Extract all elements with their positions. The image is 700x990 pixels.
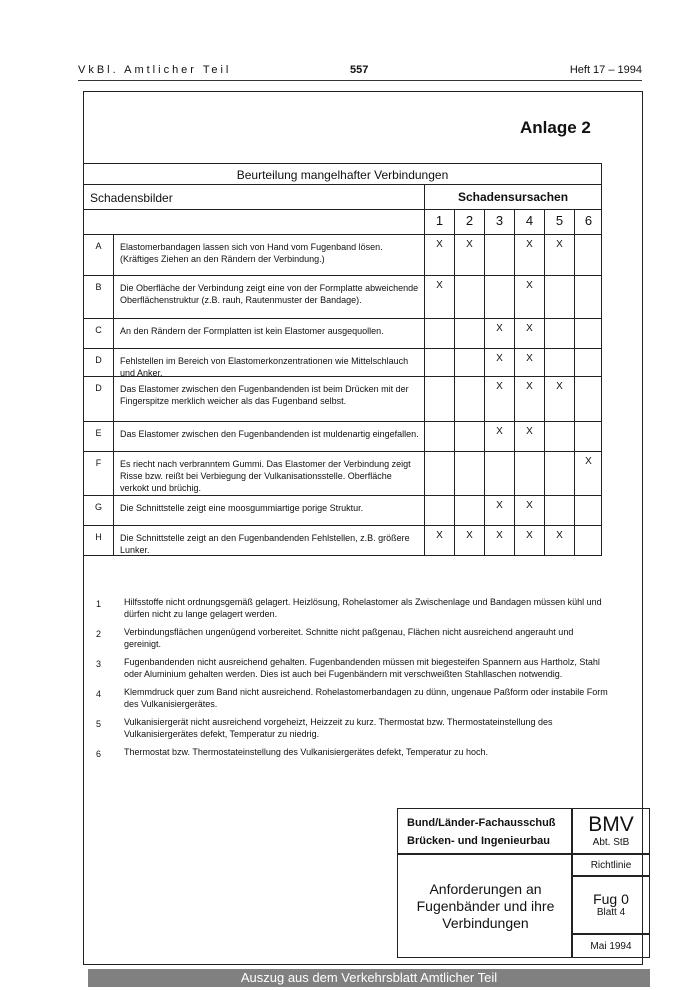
- issue-label: Heft 17 – 1994: [569, 64, 642, 76]
- cause-mark: X: [514, 377, 544, 421]
- cause-mark: X: [484, 377, 514, 421]
- column-damage-causes: Schadensursachen: [458, 190, 569, 204]
- cause-mark: X: [454, 235, 484, 275]
- cause-note: [96, 656, 608, 680]
- cause-mark: X: [514, 349, 544, 376]
- date-label: Mai 1994: [590, 941, 632, 952]
- cause-mark: [454, 319, 484, 348]
- journal-name: VkBl. Amtlicher Teil: [78, 64, 232, 76]
- row-description: Das Elastomer zwischen den Fugenbandenden ist muldenartig eingefallen.: [120, 429, 419, 439]
- row-code: F: [84, 452, 114, 495]
- org-line-1: Bund/Länder-Fachausschuß: [407, 817, 556, 829]
- cause-note: [96, 716, 608, 740]
- cause-mark: [484, 276, 514, 318]
- table-row: [83, 496, 602, 526]
- cause-mark: [484, 452, 514, 495]
- bmv-box: [572, 808, 650, 854]
- row-code: H: [84, 526, 114, 555]
- cause-number-3: 3: [484, 210, 514, 234]
- table-row: [83, 319, 602, 349]
- org-line-2: Brücken- und Ingenieurbau: [407, 835, 551, 847]
- cause-mark: X: [544, 526, 574, 555]
- row-code: E: [84, 422, 114, 451]
- row-description: An den Rändern der Formplatten ist kein Elastomer ausgequollen.: [120, 326, 384, 336]
- org-box: [397, 808, 572, 854]
- doc-title-box: [397, 854, 572, 958]
- note-number: 2: [96, 629, 102, 639]
- note-text: Verbindungsflächen ungenügend vorbereitet. Schnitte nicht paßgenau, Flächen nicht ausreichend angerauht und gereinigt.: [124, 627, 574, 649]
- note-number: 6: [96, 749, 102, 759]
- cause-number-2: 2: [454, 210, 484, 234]
- date-box: [572, 934, 650, 958]
- row-description: Fehlstellen im Bereich von Elastomerkonzentrationen wie Mittelschlauch und Anker.: [120, 356, 409, 378]
- cause-note: [96, 596, 608, 620]
- cause-mark: X: [514, 496, 544, 525]
- note-number: 4: [96, 689, 102, 699]
- cause-note: [96, 746, 608, 758]
- cause-mark: [424, 377, 454, 421]
- cause-number-4: 4: [514, 210, 544, 234]
- cause-mark: [454, 422, 484, 451]
- row-code: C: [84, 319, 114, 348]
- row-description: Die Oberfläche der Verbindung zeigt eine von der Formplatte abweichende Oberflächenstruktur (z.B. rauh, Rautenmuster der Bandage).: [120, 283, 419, 305]
- page-header: [78, 64, 642, 81]
- fug-label: Fug 0: [593, 891, 629, 907]
- table-row: [83, 422, 602, 452]
- row-code: D: [84, 377, 114, 421]
- row-description: Elastomerbandagen lassen sich von Hand vom Fugenband lösen. (Kräftiges Ziehen an den Rändern der Verbindung.): [120, 242, 383, 264]
- cause-mark: X: [484, 319, 514, 348]
- table-row: [83, 276, 602, 319]
- cause-mark: [574, 276, 602, 318]
- cause-note: [96, 686, 608, 710]
- cause-mark: [574, 349, 602, 376]
- cause-mark: X: [484, 496, 514, 525]
- cause-mark: [454, 377, 484, 421]
- note-text: Hilfsstoffe nicht ordnungsgemäß gelagert. Heizlösung, Rohelastomer als Zwischenlage und Bandagen müssen kühl und dürfen nicht zu lange gelagert werden.: [124, 597, 602, 619]
- row-description: Das Elastomer zwischen den Fugenbandenden ist beim Drücken mit der Fingerspitze merklich weicher als das Fugenband selbst.: [120, 384, 409, 406]
- cause-mark: [454, 496, 484, 525]
- number-header-row: [83, 210, 602, 235]
- table-row: [83, 526, 602, 556]
- cause-mark: X: [574, 452, 602, 495]
- assessment-table: [83, 210, 602, 556]
- table-row: [83, 452, 602, 496]
- cause-mark: [454, 349, 484, 376]
- column-damage-patterns: Schadensbilder: [90, 191, 173, 205]
- fug-box: [572, 876, 650, 934]
- cause-mark: X: [514, 319, 544, 348]
- note-text: Klemmdruck quer zum Band nicht ausreichend. Rohelastomerbandagen zu dünn, ungenaue Paßform oder instabile Form des Vulkanisiergerätes.: [124, 687, 608, 709]
- cause-mark: [544, 452, 574, 495]
- cause-mark: [544, 349, 574, 376]
- bmv-label: BMV: [588, 813, 634, 836]
- cause-mark: [544, 496, 574, 525]
- cause-mark: [544, 276, 574, 318]
- cause-mark: [574, 377, 602, 421]
- cause-notes: [96, 596, 608, 764]
- cause-mark: [484, 235, 514, 275]
- table-row: [83, 377, 602, 422]
- cause-mark: X: [484, 349, 514, 376]
- cause-number-6: 6: [574, 210, 602, 234]
- doc-title: Anforderungen an Fugenbänder und ihre Verbindungen: [416, 881, 555, 931]
- abt-label: Abt. StB: [592, 837, 630, 848]
- cause-mark: X: [514, 422, 544, 451]
- row-description: Die Schnittstelle zeigt an den Fugenbandenden Fehlstellen, z.B. größere Lunker.: [120, 533, 410, 555]
- cause-mark: X: [454, 526, 484, 555]
- cause-mark: [574, 526, 602, 555]
- cause-mark: [574, 422, 602, 451]
- table-title: Beurteilung mangelhafter Verbindungen: [83, 163, 602, 185]
- cause-mark: [574, 235, 602, 275]
- cause-mark: X: [484, 422, 514, 451]
- cause-mark: [424, 452, 454, 495]
- table-row: [83, 349, 602, 377]
- note-number: 5: [96, 719, 102, 729]
- note-number: 1: [96, 599, 102, 609]
- note-text: Fugenbandenden nicht ausreichend gehalten. Fugenbandenden müssen mit biegesteifen Spannern aus Hartholz, Stahl oder Aluminium gehalten werden. Dies ist auch bei Fugenbändern mit verschweißten Stahllaschen notwendig.: [124, 657, 600, 679]
- cause-mark: X: [424, 235, 454, 275]
- annex-title: Anlage 2: [520, 118, 591, 137]
- richtlinie-label: Richtlinie: [590, 860, 632, 871]
- row-description: Es riecht nach verbranntem Gummi. Das Elastomer der Verbindung zeigt Risse bzw. reißt bei Verbiegung der Vulkanisationsstelle. Oberfläche verkokt und brüchig.: [120, 459, 411, 493]
- page-number: 557: [350, 64, 369, 76]
- cause-mark: X: [424, 276, 454, 318]
- cause-note: [96, 626, 608, 650]
- note-number: 3: [96, 659, 102, 669]
- cause-mark: X: [484, 526, 514, 555]
- row-code: B: [84, 276, 114, 318]
- cause-mark: [454, 276, 484, 318]
- cause-mark: [544, 319, 574, 348]
- cause-mark: X: [514, 235, 544, 275]
- cause-mark: [454, 452, 484, 495]
- row-code: A: [84, 235, 114, 275]
- row-code: G: [84, 496, 114, 525]
- cause-mark: [424, 319, 454, 348]
- cause-number-5: 5: [544, 210, 574, 234]
- footer-banner: Auszug aus dem Verkehrsblatt Amtlicher Teil: [88, 969, 650, 987]
- note-text: Vulkanisiergerät nicht ausreichend vorgeheizt, Heizzeit zu kurz. Thermostat bzw. Thermostateinstellung des Vulkanisiergerätes defekt, Temperatur zu niedrig.: [124, 717, 553, 739]
- note-text: Thermostat bzw. Thermostateinstellung des Vulkanisiergerätes defekt, Temperatur zu hoch.: [124, 747, 489, 757]
- cause-mark: [424, 349, 454, 376]
- row-description: Die Schnittstelle zeigt eine moosgummiartige porige Struktur.: [120, 503, 364, 513]
- cause-mark: [424, 422, 454, 451]
- cause-number-1: 1: [424, 210, 454, 234]
- cause-mark: [574, 496, 602, 525]
- cause-mark: X: [514, 526, 544, 555]
- cause-mark: X: [544, 377, 574, 421]
- cause-mark: X: [544, 235, 574, 275]
- cause-mark: X: [514, 276, 544, 318]
- cause-mark: [544, 422, 574, 451]
- cause-mark: [424, 496, 454, 525]
- cause-mark: [574, 319, 602, 348]
- richtlinie-box: [572, 854, 650, 876]
- cause-mark: [514, 452, 544, 495]
- table-column-header: [83, 185, 602, 210]
- row-code: D: [84, 349, 114, 376]
- table-row: [83, 235, 602, 276]
- cause-mark: X: [424, 526, 454, 555]
- blatt-label: Blatt 4: [596, 907, 626, 918]
